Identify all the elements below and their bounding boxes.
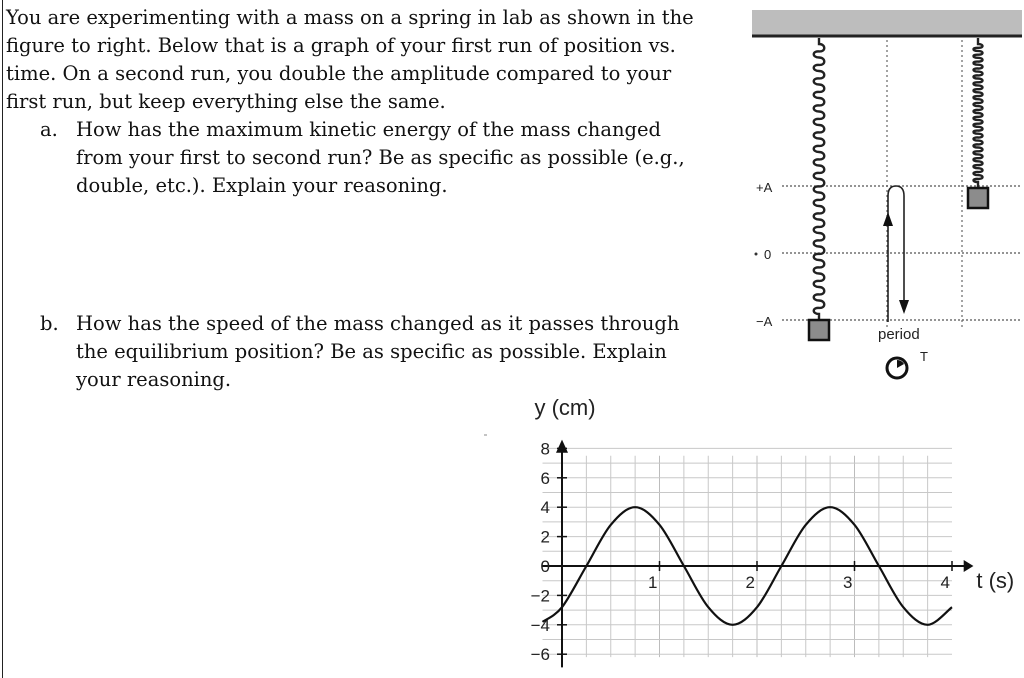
y-tick-label: 4 [540,498,550,518]
intro-line: You are experimenting with a mass on a spring in lab as shown in the [6,6,694,29]
y-tick-label: 2 [540,527,550,547]
stopwatch-icon [887,358,907,378]
ceiling-support [752,10,1022,36]
x-tick-label: 2 [745,573,755,592]
y-tick-label: 6 [540,468,550,488]
y-tick-label: −6 [530,645,550,665]
question-line: How has the maximum kinetic energy of the mass changed [76,118,662,141]
page-left-border [2,0,3,678]
y-tick-label: −4 [530,615,550,635]
y-axis-label: y (cm) [534,395,596,420]
zero-label: 0 [764,247,772,262]
intro-line: first run, but keep everything else the same. [6,90,446,113]
mass-block-lower [809,320,829,340]
question-line: double, etc.). Explain your reasoning. [76,174,448,197]
x-axis-label: t (s) [976,568,1015,593]
minus-a-label: −A [756,314,773,329]
chart-grid [540,448,953,657]
question-label: a. [40,118,58,141]
period-symbol: T [920,349,928,364]
chart-axes [540,439,974,668]
question-line: How has the speed of the mass changed as it passes through [76,312,680,335]
mass-block-upper [968,188,988,208]
question-label: b. [40,312,59,335]
period-label: period [878,326,920,343]
question-text [76,310,716,394]
x-tick-label: 1 [648,573,658,592]
problem-intro [6,4,726,116]
y-axis-arrowhead [556,440,568,453]
spring-mass-figure [740,0,1024,390]
intro-line: figure to right. Below that is a graph of your first run of position vs. [6,34,676,57]
spring-left [814,38,825,320]
x-tick-label: 3 [843,573,853,592]
question-line: from your first to second run? Be as specific as possible (e.g., [76,146,685,169]
question-line: the equilibrium position? Be as specific as possible. Explain [76,340,667,363]
y-tick-label: 0 [540,557,550,576]
question-line: your reasoning. [76,368,232,391]
zero-marker-dot [755,253,758,256]
x-tick-label: 4 [940,573,950,592]
y-tick-label: −2 [530,586,550,606]
arrow-down-head [899,300,909,314]
plus-a-label: +A [756,180,773,195]
position-time-graph [480,385,1024,678]
intro-line: time. On a second run, you double the amplitude compared to your [6,62,672,85]
arrow-up-head [883,212,893,226]
spring-right [974,38,983,188]
question-text [76,116,716,200]
x-axis-arrowhead [964,560,974,572]
y-tick-label: 8 [540,439,550,459]
